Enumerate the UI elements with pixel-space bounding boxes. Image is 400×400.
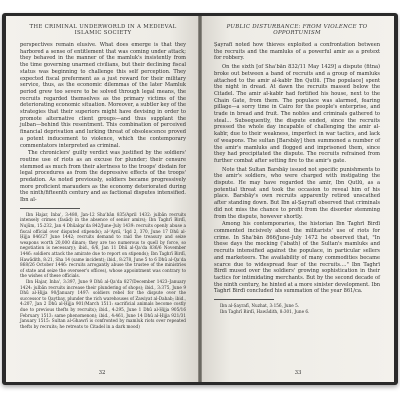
left-page xyxy=(6,16,198,382)
paragraph: The chroniclers' guilty verdict was justified by the soldiers' routine use of riots as an excuse for plunder; their censure stemmed as much from their alertness to the troops' disdain for legal procedures as from the depressive effects of the troops' predation. As noted previously, soldiers became progressively more proficient marauders as the economy deteriorated during the ninth/fifteenth century and as factional disputes intensified. Ibn al- xyxy=(20,150,186,204)
running-head-left: THE CRIMINAL UNDERWORLD IN A MEDIEVAL ISLAMIC SOCIETY xyxy=(29,24,177,36)
right-page xyxy=(202,16,394,382)
footnote: Ibn al-Ṣayrafī, Nuzhat, 3:156, June 5. xyxy=(220,303,300,309)
page-number-right: 33 xyxy=(294,370,302,376)
footnote: Ibn Hajar, Inba', 3:480, Jan-12 Shaʿbān 835/April 1432: julbān recruits intensely crimes (fasād) in the absence of senior amirs); Ibn Taghrī Birdī, Nujūm, 15:232, Jan 4 Dhūalqaʿda 842/June–July 1439: recruits openly abuse a fiscal official over disputed stipends); al-ʿAynī, ʿIqd 2, 370, June 17 Dhū al-Ḥijja 846/27 June 1442; recruits demand to raid the treasury and seize weapons worth 20,000 dinars; they are too numerous to quell by force, so negotiation is necessary); ibid., 6/6, Jan 11 Dhū al-Qaʿda 836/6 November 1446: soldiers attack the amirate due to report on stipends); Ibn Taghrī Birdī, Hawādith, 8:21, Sha 14 (same incident); ibid., 8:278, June 5 to 6 Dhū al-Qaʿda 868/26 October 1446: recruits arrogantly abuse the trustee of the ministries of state and seize the overseer's offices), whose appointment was contrary to the wishes of these officials. xyxy=(20,211,186,279)
running-head-right: PUBLIC DISTURBANCE: FROM VIOLENCE TO OPPORTUNISM xyxy=(226,24,368,36)
footnote: Ibn Taghrī Birdī, Hawādith, 8:301, June 6. xyxy=(220,308,310,314)
paragraph: perspectives remain elusive. What does emerge is that they harbored a sense of entitlement that was coming under attack; they behaved in the manner of the mamluk's insistently from the time governing unarmed civilians, but their declining fiscal status was beginning to challenge this self perception. They expected fiscal preferment as a just reward for their military service, thus, as the economic dilemmas of the later Mamluk period grew too severe to be solved through legal means, the recruits regarded themselves as the primary victims of the deteriorating economic situation. Moreover, a subtler key of the strategies that their superiors might have devising in order to promote alternative client groups—and thus supplant the julban—behind this resentment. This combination of perceived financial deprivation and lurking threat of obsolescence proved a potent inducement to violence, which the contemporary commentators interpreted as criminal. xyxy=(20,42,186,149)
paragraph: Among his contemporaries, the historian Ibn Taghrī Birdī commented incisively about the militarists' use of riots for crime. In Shaʿbān 866/June–July 1472 he observed that, "In these days the mocking ('abath) of the Sultan's mamluks and recruits intensified against the populace, in particular sellers and marketeers. The availability of many commodities became scarce due to widespread fear of the recruits...." Ibn Taghrī Birdī mused over the soldiers' growing sophistication in their tactics for intimidating merchants. But by the second decade of the ninth century, he hinted at a more sinister development. Ibn Taghrī Birdī concluded his summation of the year 861/ca. xyxy=(214,221,380,295)
paragraph: Ṣayrafī noted how thieves exploited a confrontation between the recruits and the mamluks of a powerful amir as a pretext for robbery. xyxy=(214,42,380,62)
block-quote: On the sixth [of Shaʿbān 832/11 May 1429] a dispute (fitna) broke out between a band of recruits and a group of mamluks attached to the amir al-kabīr Ibn Qutlū. [The populace] spent the night in dread. At dawn the recruits massed below the Citadel. The amir al-kabīr had fortified his house, next to the Chain Gate, from them. The populace was alarmed, fearing pillage—a sorry time in Cairo for the people's enterprise, and trade in bread and fruit. The nobles and criminals gathered to steal... Subsequently, the dispute ended, since the recruits pressed the whole day incapable of challenging the amir al-kabīr, due to their weakness, imperfect in war tactics, and lack of weapons. The sultan [Barsbāy] then summoned a number of the amir's mamluks and flogged and imprisoned them, since they had precipitated the dispute. The recruits refrained from further combat after setting fire to the amir's gate. xyxy=(214,64,380,164)
footnote: Ibn Hajar, Inba', 3:397, June 9 Dhū al-Qaʿda 827/December 1423–January 1424: julbān recruits increase their plundering of shops); ibid., 3:375, June 9 Dhū al-Ḥijja 90/January 1497: soldiers rebel for the dispute over the successor to Qaytbay, plunder the rich warehouses of Zawiyat al-Dahab; ibid., 4:207, Jan 2 Dhū al-Ḥijja 901/March 1511: sacrificial animals become costly due to previous thefts by recruits); ibid., 4:295, June 1 Dhū al-Ḥijja 905/16 February 1513: same phenomenon); ibid., 4:461, June 14 Dhū al-Ḥijja 921/31 January 1515: Sultan al-Ghawrī is confronted by mamluk riots over repeated thefts by recruits; he retreats to Citadel in a dark mood) xyxy=(20,279,186,329)
paragraph: Note that Sultan Barsbāy issued not specific punishments to the amir's soldiers, who were charged with instigating the dispute. He may have regarded the amir, Ibn Qutlū, as a potential threat and took the occasion to reveal him of his place. Barsbāy's own recruits apparently retired unscathed after standing down. But Ibn al-Ṣayrafī observed that criminals did not miss the chance to profit from the disorder stemming from the dispute, however shortly. xyxy=(214,166,380,220)
open-book xyxy=(2,13,398,385)
footnote-rule xyxy=(20,208,80,209)
page-number-left: 32 xyxy=(98,370,106,376)
footnote-rule xyxy=(214,299,274,300)
